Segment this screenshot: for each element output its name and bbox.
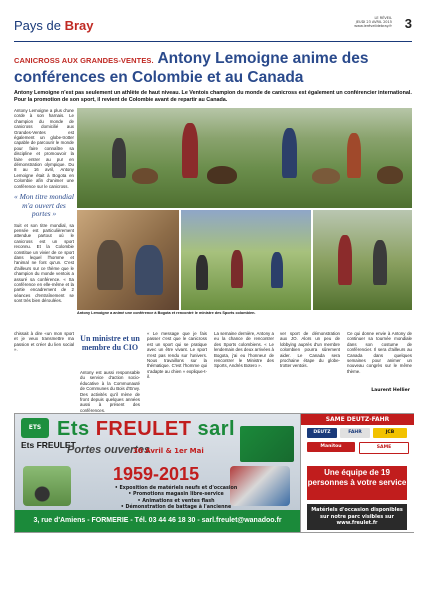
photo-conference-room — [77, 210, 179, 310]
brand-logos — [307, 428, 407, 462]
runner-figure — [182, 123, 198, 178]
tractor-photo — [23, 466, 71, 506]
runner-figure — [347, 133, 361, 178]
runner-figure — [112, 138, 126, 178]
photo-runners — [313, 210, 412, 310]
ad-title-prefix: Ets — [57, 418, 96, 440]
open-days-label: Portes ouvertes — [67, 444, 151, 456]
brand-logo: JCB — [373, 428, 407, 438]
ad-contact-footer[interactable]: 3, rue d'Amiens - FORMERIE - Tél. 03 44 46 18 30 - sarl.freulet@wanadoo.fr — [15, 510, 300, 532]
article-title: Antony Lemoigne anime des conférences en Colombie et au Canada — [14, 50, 369, 86]
paper-website: www.leréveildebray.fr — [354, 24, 392, 28]
used-equipment-note[interactable]: Matériels d'occasion disponibles sur notre parc visibles sur www.freulet.fr — [307, 504, 407, 530]
article-column: chissait à dire «un mon sport et je veux transmettre ma passion et créer du lien social ». — [14, 331, 74, 353]
article-column: ver sport de démonstration aux JO. Alors un peu de lobbying auprès d'un membre colombien pourra sûrement aider. Le Canada sera prochaine étape du globe-trotter ventois. — [280, 331, 340, 369]
photo-canicross-race — [77, 108, 412, 208]
dog-figure — [132, 168, 158, 184]
service-item: • Démonstration de battage à l'ancienne — [120, 504, 232, 510]
article-lead: Antony Lemoigne n'est pas seulement un athlète de haut niveau. Le Ventois champion du monde de canicross est également un conférencier international. Pour la promotion de son sport, il revient de Colombie avant de repartir au Canada. — [14, 90, 412, 103]
article-column: Ce qui donne envie à Antony de continuer sa tournée mondiale dans son costume de conférencier. Il sera d'ailleurs au Canada dans quelques semaines pour animer un nouveau congrès sur le même thème. — [347, 331, 412, 374]
subhead-quote: Un ministre et un membre du CIO — [80, 334, 140, 352]
person-figure — [271, 252, 283, 288]
ad-title — [57, 418, 235, 441]
runner-figure — [282, 128, 297, 178]
brand-logo: Manitou — [307, 442, 355, 452]
dog-figure — [377, 166, 403, 184]
service-item: • Promotions magasin libre-service — [128, 492, 224, 498]
article-column: Antony est aussi responsable du service d'action socio-éducative à la Communauté de Communes du Bois d'Envy. Des activités qu'il mène de front depuis quelques années aussi à présent des conférences. — [80, 370, 140, 413]
person-figure — [135, 245, 163, 295]
photo-caption: Antony Lemoigne a animé une conférence à Bogota et rencontré le ministre des Sports colombien. — [77, 311, 256, 315]
column-intro: Antony Lemoigne a plus d'une corde à son harnais. Le champion du monde de canicross domicilié aux Grandes-Ventes est également un globe-trotter capable de parcourir le monde pour faire connaître sa discipline et promouvoir la faire entrer au pur en démonstration olympique. Du 8 au 16 avril, Antony Lemoigne était à Bogota en Colombie afin d'animer une conférence sur le canicross. — [14, 108, 74, 189]
person-figure — [373, 240, 387, 285]
person-figure — [338, 235, 352, 285]
ad-title-suffix: sarl — [191, 418, 236, 440]
service-item: • Animations et ventes flash — [137, 498, 215, 504]
brand-logo: DEUTZ — [307, 428, 337, 438]
ad-main-panel — [15, 414, 300, 532]
page-number: 3 — [404, 16, 412, 31]
page-header — [14, 16, 412, 38]
person-figure — [196, 255, 208, 290]
ad-side-panel — [300, 414, 414, 532]
ad-stamp-graphic — [240, 426, 294, 462]
dealer-logo: ETS — [21, 418, 49, 438]
photo-training-group — [181, 210, 311, 310]
paper-meta — [334, 16, 392, 28]
newspaper-page — [14, 8, 412, 592]
dog-figure — [207, 166, 237, 184]
pull-quote: « Mon titre mondial m'a ouvert des portes » — [14, 192, 74, 219]
dog-figure — [312, 168, 340, 184]
article-kicker: CANICROSS AUX GRANDES-VENTES. — [14, 56, 154, 65]
paper-date: JEUDI 23 AVRIL 2015 — [355, 20, 392, 24]
brand-logo: SAME — [359, 442, 409, 454]
person-figure — [231, 250, 243, 288]
anniversary-years: 1959-2015 — [113, 464, 200, 484]
service-item: • Exposition de matériels neufs et d'occasion — [114, 486, 238, 491]
column-body: Suit et son titre mondial, sa pensée est particulièrement attendue partout où le canicross est un sport reconnu. Et la Colombie constitue un vivier de ce sport dans lequel l'homme et l'animal ne font qu'un. C'est d'ailleurs sur ce thème que le champion du monde ventois a assuré sa conférence. « Sa conférence en elle-même et la partie encadrement de 2 séances d'entraînement se sont très bien déroulées. — [14, 222, 74, 304]
paper-name: LE RÉVEIL — [374, 16, 392, 20]
person-figure — [97, 240, 123, 290]
header-rule — [14, 41, 412, 42]
section-title — [14, 18, 94, 33]
brand-logo: FAHR — [340, 428, 370, 438]
section-name: Bray — [64, 18, 94, 33]
dealer-brand: Ets FREULET — [21, 440, 76, 450]
article-column: La semaine dernière, Antony a eu la chance de rencontrer des Sports colombiens. « Le lendemain des deux arrivées à Bogota, j'ai eu l'honneur de rencontrer le Ministre des Sports, Andrés Botero ». — [214, 331, 274, 369]
team-callout: Une équipe de 19 personnes à votre service — [307, 466, 407, 500]
advertisement-freulet[interactable] — [14, 413, 414, 533]
article-headline — [14, 50, 412, 86]
section-prefix: Pays de — [14, 18, 65, 33]
open-days-dates: 30 Avril & 1er Mai — [133, 447, 204, 455]
brand-header: SAME DEUTZ-FAHR — [301, 414, 414, 425]
article-column: « Le message que je fais passer c'est que le canicross est un sport qui se pratique avec un être vivant. Le sport n'est pas rendu sur l'univers. Nous travaillons sur la thématique. C'est l'homme qui s'adapte au chien » explique-t-il. — [147, 331, 207, 380]
article-signature: Laurent Hellier — [371, 388, 410, 393]
ad-title-name: FREULET — [95, 418, 192, 440]
